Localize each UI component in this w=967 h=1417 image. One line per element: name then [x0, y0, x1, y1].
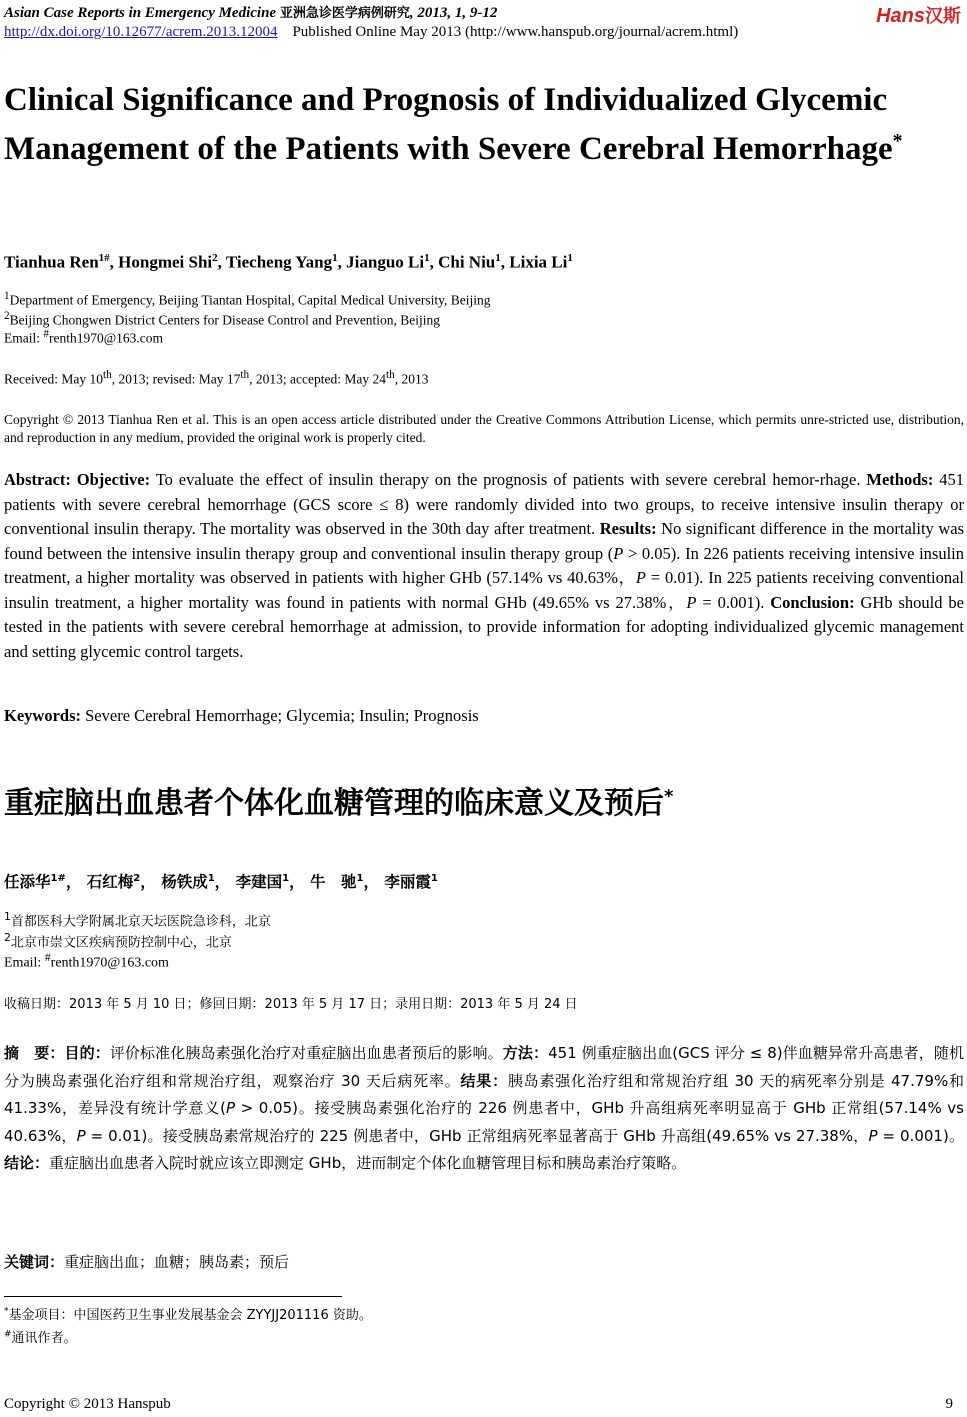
objective-label: 目的：	[64, 1044, 110, 1062]
copyright-notice: Copyright © 2013 Tianhua Ren et al. This is an open access article distributed under the Creative Commons Attribution License, which permits unre-stricted use, distribution, and reproduction in any medium, provided the original work is properly cited.	[4, 412, 964, 445]
author-list-cn	[4, 870, 438, 892]
p-symbol: P	[635, 568, 646, 587]
p-symbol: P	[613, 543, 624, 563]
author-sup: 1	[424, 252, 430, 264]
author-sup: 2	[133, 872, 141, 884]
p-symbol: P	[225, 1099, 236, 1117]
doi-link[interactable]: http://dx.doi.org/10.12677/acrem.2013.12004	[4, 24, 278, 40]
author-sup: 2	[212, 252, 218, 264]
author-sep: ，	[289, 873, 305, 891]
author-sup: 1#	[50, 872, 66, 884]
author: Jianguo Li	[346, 252, 425, 272]
author-sup: 1	[282, 872, 290, 884]
methods-label: 方法：	[502, 1044, 549, 1062]
author-sup: 1	[332, 252, 338, 264]
author-list	[4, 252, 573, 273]
author-sup: 1	[567, 252, 573, 264]
received-text: Received: May 10	[4, 371, 103, 387]
email-label: Email:	[4, 955, 45, 971]
author-sup: 1	[495, 252, 501, 264]
author-cn: 牛 驰	[310, 873, 357, 891]
ordinal-sup: th	[240, 369, 250, 381]
author: Tiecheng Yang	[225, 252, 333, 272]
conclusion-text: GHb should be tested in the patients with severe cerebral hemorrhage at admission, to provide information for adopting individualized glycemic management and setting glycemic control targets.	[4, 592, 964, 661]
author-cn: 杨铁成	[161, 873, 208, 891]
keywords-label: Keywords:	[4, 706, 81, 725]
results-text: No significant difference in the mortality was found between the intensive insulin therapy group and conventional insulin therapy group (	[4, 519, 964, 563]
author-cn: 李丽霞	[384, 873, 431, 891]
revised-text: , 2013; revised: May 17	[111, 371, 241, 387]
year-text: , 2013	[394, 371, 429, 387]
doi-line	[4, 24, 738, 41]
logo-text-cn: 汉斯	[925, 6, 961, 27]
received-dates	[4, 369, 428, 388]
author-sep: ,	[337, 252, 347, 272]
journal-header	[4, 2, 497, 22]
affiliation-sup: 2	[4, 931, 11, 944]
affiliation-1	[4, 290, 491, 309]
author-sep: ,	[429, 252, 439, 272]
footnote-text: 通讯作者。	[11, 1331, 77, 1346]
author-sup: 1#	[98, 252, 110, 264]
affiliation-2	[4, 310, 440, 329]
author-sup: 1	[430, 872, 438, 884]
abstract-en	[4, 468, 964, 664]
methods-text: 451 patients with severe cerebral hemorrhage (GCS score ≤ 8) were randomly divided into two groups, to receive intensive insulin therapy or conventional insulin therapy. The mortality was observed in the 30th day after treatment.	[4, 470, 964, 538]
abstract-cn	[4, 1040, 964, 1178]
author-cn: 李建国	[235, 873, 283, 891]
journal-citation: , 2013, 1, 9-12	[409, 5, 498, 21]
email-mark: #	[44, 951, 51, 964]
paper-title-cn-text: 重症脑出血患者个体化血糖管理的临床意义及预后	[4, 786, 664, 821]
abstract-label: 摘 要：	[4, 1044, 65, 1062]
author-sep: ,	[217, 252, 226, 272]
footnote-funding	[4, 1304, 372, 1323]
email-mark: #	[43, 328, 49, 340]
p-symbol: P	[686, 592, 697, 612]
email-address[interactable]: renth1970@163.com	[49, 330, 164, 346]
email-label: Email:	[4, 330, 44, 346]
conclusion-label: 结论：	[4, 1154, 50, 1172]
results-text: > 0.05)。接受胰岛素强化治疗的 226 例患者中，GHb 升高组病死率明显高于 GHb 正常组(57.14% vs 40.63%，	[4, 1099, 964, 1145]
conclusion-text: 重症脑出血患者入院时就应该立即测定 GHb，进而制定个体化血糖管理目标和胰岛素治疗策略。	[49, 1154, 687, 1172]
results-text: > 0.05). In 226 patients receiving intensive insulin treatment, a higher mortality was observed in patients with higher GHb (57.14% vs 40.63%，	[4, 543, 964, 587]
results-text: = 0.001)。	[877, 1126, 964, 1145]
author: Lixia Li	[509, 252, 568, 272]
ordinal-sup: th	[385, 369, 395, 381]
published-online: Published Online May 2013 (http://www.hanspub.org/journal/acrem.html)	[292, 24, 739, 40]
affiliation-text: Beijing Chongwen District Centers for Disease Control and Prevention, Beijing	[9, 312, 441, 328]
received-dates-cn: 收稿日期：2013 年 5 月 10 日；修回日期：2013 年 5 月 17 日；录用日期：2013 年 5 月 24 日	[4, 997, 578, 1012]
email-address[interactable]: renth1970@163.com	[50, 955, 169, 971]
author-sep: ,	[500, 252, 510, 272]
ordinal-sup: th	[102, 369, 112, 381]
footer-copyright: Copyright © 2013 Hanspub	[4, 1396, 171, 1412]
results-text: = 0.01)。接受胰岛素常规治疗的 225 例患者中，GHb 正常组病死率显著高于 GHb 升高组(49.65% vs 27.38%，	[85, 1126, 869, 1145]
keywords-cn	[4, 1251, 289, 1272]
journal-name-en: Asian Case Reports in Emergency Medicine	[4, 5, 277, 21]
footnote-mark: *	[4, 1306, 9, 1317]
footnote-text: 基金项目：中国医药卫生事业发展基金会 ZYYJJ201116 资助。	[8, 1308, 372, 1323]
objective-text: 评价标准化胰岛素强化治疗对重症脑出血患者预后的影响。	[109, 1044, 503, 1062]
keywords-text: Severe Cerebral Hemorrhage; Glycemia; Insulin; Prognosis	[81, 706, 479, 725]
author: Chi Niu	[438, 252, 496, 272]
affiliation-cn-1	[4, 910, 271, 929]
affiliation-sup: 1	[4, 290, 10, 302]
abstract-label: Abstract:	[4, 470, 77, 489]
paper-title	[4, 80, 964, 170]
results-text: 胰岛素强化治疗组和常规治疗组 30 天的病死率分别是 47.79%和 41.33%，差异没有统计学意义(	[4, 1071, 964, 1117]
affiliation-text: Department of Emergency, Beijing Tiantan Hospital, Capital Medical University, Beijing	[9, 292, 491, 308]
author: Hongmei Shi	[118, 252, 213, 272]
affiliation-text: 北京市崇文区疾病预防控制中心，北京	[10, 935, 232, 951]
author-sep: ,	[109, 252, 119, 272]
author: Tianhua Ren	[4, 252, 99, 272]
conclusion-label: Conclusion:	[770, 592, 855, 612]
logo-text-en: Hans	[876, 5, 925, 27]
results-label: Results:	[599, 519, 657, 538]
author-sup: 1	[207, 872, 215, 884]
p-symbol: P	[76, 1126, 86, 1145]
author-cn: 任添华	[4, 873, 51, 891]
results-label: 结果：	[460, 1071, 508, 1090]
keywords-label: 关键词：	[4, 1253, 65, 1271]
author-sep: ，	[140, 873, 156, 891]
results-text: = 0.001).	[696, 592, 771, 612]
accepted-text: , 2013; accepted: May 24	[249, 371, 386, 387]
affiliation-text: 首都医科大学附属北京天坛医院急诊科，北京	[10, 914, 271, 930]
footnote-corresponding	[4, 1327, 77, 1346]
objective-text: To evaluate the effect of insulin therapy on the prognosis of patients with severe cerebral hemor-rhage.	[150, 470, 867, 489]
footnote-divider	[4, 1296, 342, 1297]
hans-logo	[876, 2, 961, 28]
author-sep: ，	[65, 873, 82, 891]
title-footnote-mark: *	[892, 130, 903, 152]
methods-text: 451 例重症脑出血(GCS 评分 ≤ 8)伴血糖异常升高患者，随机分为胰岛素强化治疗组和常规治疗组，观察治疗 30 天后病死率。	[4, 1044, 964, 1090]
paper-title-cn	[4, 778, 673, 822]
page-number: 9	[945, 1396, 953, 1412]
affiliation-sup: 1	[4, 910, 11, 923]
email-line	[4, 328, 163, 347]
affiliation-cn-2	[4, 931, 232, 950]
footnote-mark: #	[4, 1329, 12, 1340]
paper-title-text: Clinical Significance and Prognosis of Individualized Glycemic Management of the Patients with Severe Cerebral Hemorrhage	[4, 82, 893, 167]
title-footnote-mark: *	[664, 786, 674, 807]
email-line-cn	[4, 951, 169, 972]
methods-label: Methods:	[866, 470, 934, 489]
author-sep: ，	[214, 873, 231, 891]
keywords-text: 重症脑出血；血糖；胰岛素；预后	[64, 1253, 290, 1271]
affiliation-sup: 2	[4, 310, 10, 322]
author-sep: ，	[363, 873, 379, 891]
keywords-en	[4, 706, 479, 726]
author-sup: 1	[356, 872, 364, 884]
objective-label: Objective:	[76, 470, 151, 489]
results-text: = 0.01). In 225 patients receiving conventional insulin treatment, a higher mortality was found in patients with normal GHb (49.65% vs 27.38%，	[4, 568, 964, 612]
p-symbol: P	[868, 1126, 878, 1145]
author-cn: 石红梅	[86, 873, 134, 891]
journal-name-cn: 亚洲急诊医学病例研究	[279, 6, 410, 21]
